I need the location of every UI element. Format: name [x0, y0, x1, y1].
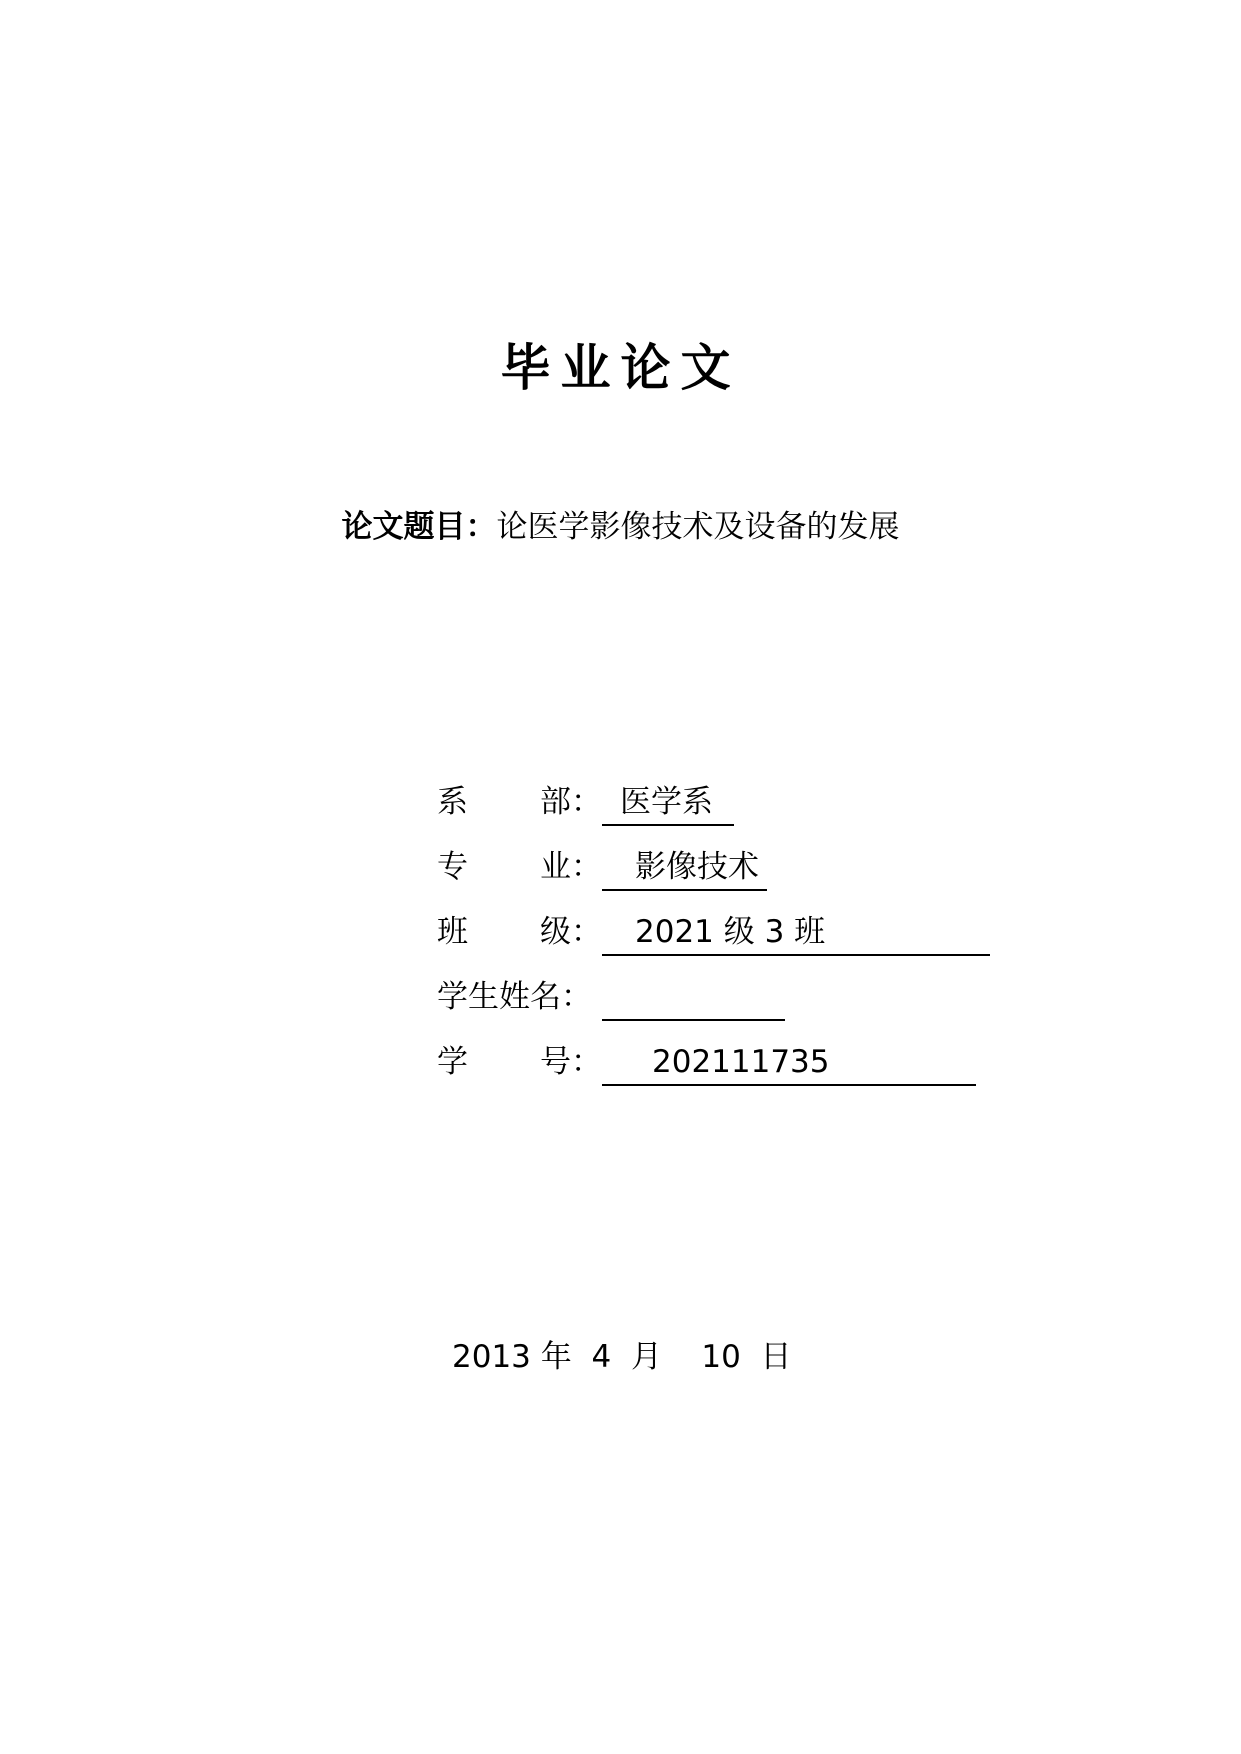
- info-label-class: 班级：: [437, 914, 602, 950]
- info-label-major: 专业：: [437, 849, 602, 885]
- date-line: [452, 1335, 792, 1379]
- date-day-unit: 日: [760, 1339, 792, 1375]
- date-year-unit: 年: [540, 1339, 572, 1375]
- date-month: 4: [591, 1339, 612, 1375]
- page-title: 毕业论文: [500, 338, 741, 397]
- info-value-major: 影像技术: [602, 845, 767, 891]
- info-value-student-id: 202111735: [602, 1040, 976, 1086]
- thesis-topic: [0, 505, 1241, 549]
- thesis-topic-label: 论文题目：: [341, 509, 497, 545]
- info-label-department: 系部：: [437, 784, 602, 820]
- date-month-unit: 月: [630, 1339, 662, 1375]
- thesis-topic-value: 论医学影像技术及设备的发展: [496, 509, 900, 545]
- info-value-class: 2021 级 3 班: [602, 910, 990, 956]
- info-value-student-name: [602, 975, 785, 1021]
- date-day: 10: [701, 1339, 741, 1375]
- info-label-student-id: 学号：: [437, 1044, 602, 1080]
- date-year: 2013: [452, 1339, 531, 1375]
- info-label-student-name: 学生姓名：: [437, 979, 592, 1015]
- info-value-department: 医学系: [602, 780, 734, 826]
